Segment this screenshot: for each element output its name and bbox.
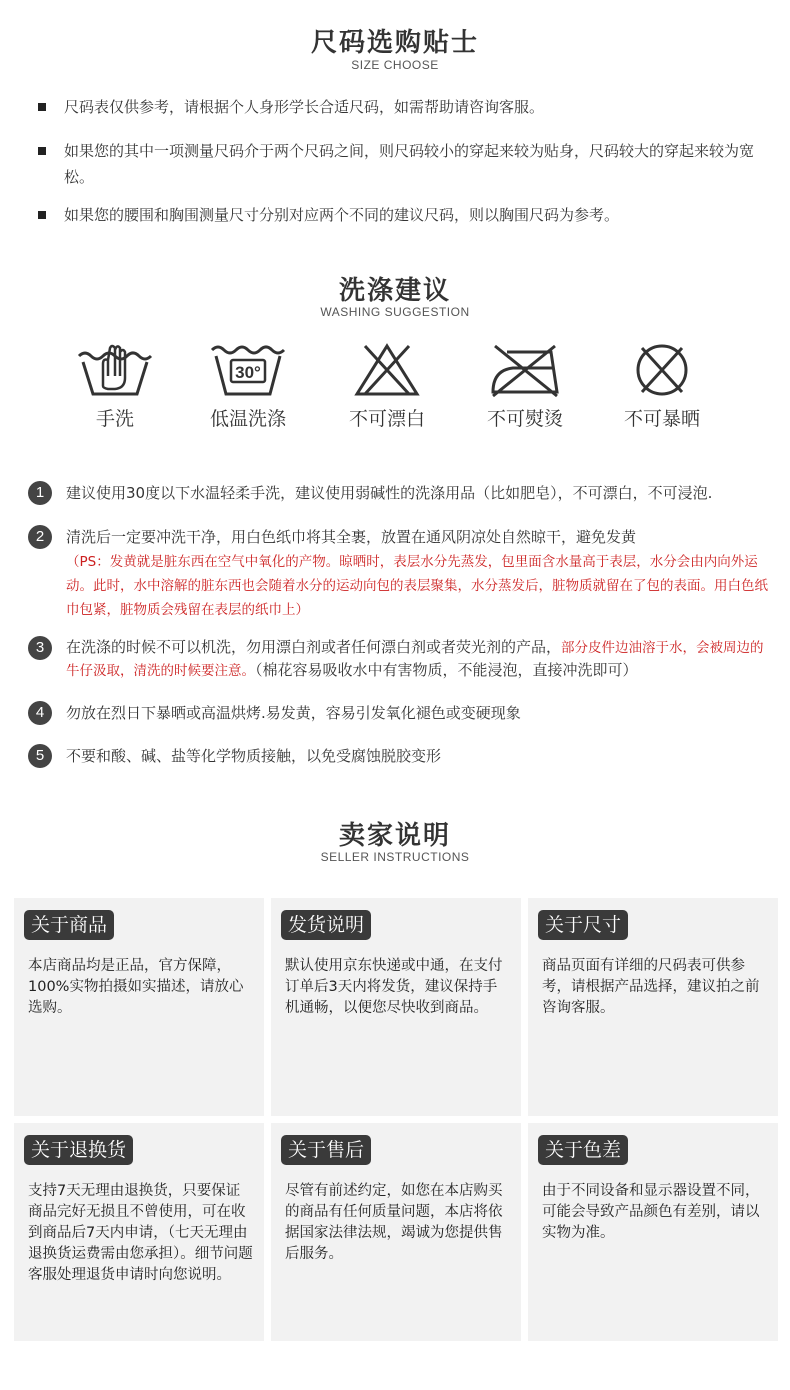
- step-number-badge: 5: [28, 744, 52, 768]
- seller-section-title: 卖家说明: [338, 821, 451, 851]
- no-bleach-icon: [347, 342, 427, 398]
- info-card: [271, 1123, 521, 1341]
- step-warning: 部分皮件边油溶于水，会被周边的牛仔汲取，清洗的时候要注意。: [66, 640, 764, 679]
- info-card: [14, 1123, 264, 1341]
- card-text: 本店商品均是正品，官方保障，100%实物拍摄如实描述，请放心选购。: [28, 958, 244, 1016]
- info-card: [528, 898, 778, 1116]
- no-tumble-dry-icon: [622, 342, 702, 398]
- step-number-badge: 2: [28, 525, 52, 549]
- info-card: [271, 898, 521, 1116]
- wash-section-title: 洗涤建议: [338, 276, 451, 306]
- low-temp-wash-icon: [208, 342, 288, 398]
- step-text: 勿放在烈日下暴晒或高温烘烤.易发黄，容易引发氧化褪色或变硬现象: [66, 704, 521, 722]
- bullet-square-icon: [38, 211, 46, 219]
- step-text: 在洗涤的时候不可以机洗，勿用漂白剂或者任何漂白剂或者荧光剂的产品，: [66, 638, 562, 656]
- hand-wash-item: [70, 342, 160, 431]
- wash-step: [28, 481, 768, 505]
- card-text: 商品页面有详细的尺码表可供参考，请根据产品选择，建议拍之前咨询客服。: [542, 958, 760, 1016]
- step-text: 不要和酸、碱、盐等化学物质接触，以免受腐蚀脱胶变形: [66, 747, 442, 765]
- step-text: 建议使用30度以下水温轻柔手洗，建议使用弱碱性的洗涤用品（比如肥皂），不可漂白，不可浸泡.: [66, 484, 713, 502]
- size-tip: 尺码表仅供参考，请根据个人身形学长合适尺码，如需帮助请咨询客服。: [38, 94, 758, 120]
- card-tag: 关于售后: [281, 1135, 371, 1165]
- no-iron-item: [480, 342, 570, 431]
- low-temp-wash-label: 低温洗涤: [209, 408, 286, 430]
- step-text-extra: （棉花容易吸收水中有害物质，不能浸泡，直接冲洗即可）: [255, 661, 638, 679]
- step-number-badge: 3: [28, 636, 52, 660]
- card-text: 默认使用京东快递或中通，在支付订单后3天内将发货，建议保持手机通畅，以便您尽快收到商品。: [285, 958, 503, 1016]
- temp-label: 30°: [235, 363, 261, 382]
- wash-step: [28, 636, 768, 682]
- no-iron-icon: [485, 342, 565, 398]
- card-text: 尽管有前述约定，如您在本店购买的商品有任何质量问题，本店将依据国家法律法规，竭诚为您提供售后服务。: [285, 1183, 503, 1262]
- no-bleach-label: 不可漂白: [348, 408, 425, 430]
- seller-section-subtitle: SELLER INSTRUCTIONS: [320, 850, 470, 864]
- wash-step: [28, 701, 768, 725]
- low-temp-wash-item: [203, 342, 293, 431]
- no-tumble-dry-label: 不可暴晒: [623, 408, 700, 430]
- no-iron-label: 不可熨烫: [486, 408, 563, 430]
- card-text: 由于不同设备和显示器设置不同，可能会导致产品颜色有差别，请以实物为准。: [542, 1183, 760, 1241]
- size-section-subtitle: SIZE CHOOSE: [351, 58, 439, 72]
- card-tag: 关于退换货: [24, 1135, 133, 1165]
- size-tip: 如果您的腰围和胸围测量尺寸分别对应两个不同的建议尺码，则以胸围尺码为参考。: [38, 202, 758, 228]
- hand-wash-icon: [75, 342, 155, 398]
- card-tag: 发货说明: [281, 910, 371, 940]
- card-tag: 关于尺寸: [538, 910, 628, 940]
- wash-step: [28, 744, 768, 768]
- bullet-square-icon: [38, 147, 46, 155]
- no-bleach-item: [342, 342, 432, 431]
- bullet-square-icon: [38, 103, 46, 111]
- step-note: （PS：发黄就是脏东西在空气中氧化的产物。晾晒时，表层水分先蒸发，包里面含水量高于表层，水分会由内向外运动。此时，水中溶解的脏东西也会随着水分的运动向包的表层聚集，水分蒸发后，脏物质就留在了包的表面。用白色纸巾包紧，脏物质会残留在表层的纸巾上）: [66, 554, 768, 618]
- wash-step: [28, 525, 768, 621]
- hand-wash-label: 手洗: [95, 408, 134, 430]
- size-section-title: 尺码选购贴士: [310, 28, 479, 58]
- card-text: 支持7天无理由退换货，只要保证商品完好无损且不曾使用，可在收到商品后7天内申请，（七天无理由退换货运费需由您承担）。细节问题客服处理退货申请时向您说明。: [28, 1183, 253, 1283]
- step-text: 清洗后一定要冲洗干净，用白色纸巾将其全裹，放置在通风阴凉处自然晾干，避免发黄: [66, 528, 637, 546]
- size-tip: 如果您的其中一项测量尺码介于两个尺码之间，则尺码较小的穿起来较为贴身，尺码较大的穿起来较为宽松。: [38, 138, 758, 190]
- step-number-badge: 4: [28, 701, 52, 725]
- step-number-badge: 1: [28, 481, 52, 505]
- card-tag: 关于色差: [538, 1135, 628, 1165]
- info-card: [14, 898, 264, 1116]
- wash-section-subtitle: WASHING SUGGESTION: [320, 305, 470, 319]
- no-tumble-dry-item: [617, 342, 707, 431]
- card-tag: 关于商品: [24, 910, 114, 940]
- info-card: [528, 1123, 778, 1341]
